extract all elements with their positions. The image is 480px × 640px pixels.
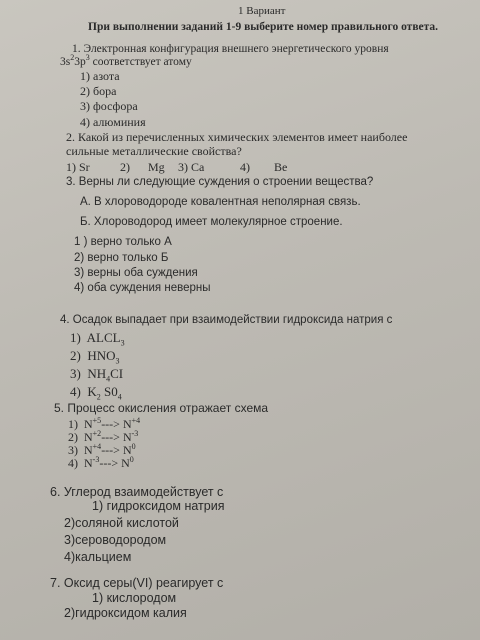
q5-option-1-left-charge: +5 [92, 416, 102, 425]
q3-option-1: 1 ) верно только А [74, 236, 172, 248]
q4-option-3 [70, 366, 124, 384]
q3-question: 3. Верны ли следующие суждения о строении вещества? [66, 176, 374, 188]
q2-options-row [66, 160, 366, 174]
q4-option-3-num: 3) [70, 366, 81, 381]
q5-option-2-right: N [122, 430, 132, 444]
q5-option-3-left-charge: +4 [92, 442, 102, 451]
q5-question: 5. Процесс окисления отражает схема [54, 401, 269, 415]
q4-option-1-num: 1) [70, 330, 81, 345]
q5-option-3-num: 3) [68, 443, 78, 457]
q5-option-1-arrow: ---> [101, 417, 120, 431]
q5-option-4-left: N [84, 456, 93, 470]
q4-option-4 [70, 384, 122, 402]
q5-option-3-arrow: ---> [101, 443, 120, 457]
q4-option-4-sub2: 4 [117, 392, 122, 402]
q1-option-3: 3) фосфора [80, 99, 138, 113]
q1-text-line1: 1. Электронная конфигурация внешнего энергетического уровня [72, 43, 389, 55]
q2-text-line2: сильные металлические свойства? [66, 144, 242, 158]
q2-option-2-num: 2) [120, 160, 130, 174]
q5-option-4-num: 4) [68, 456, 78, 470]
q5-option-2-right-charge: -3 [131, 429, 139, 438]
q4-option-4-formula: K [87, 384, 97, 399]
q1-config-3s: 3s [60, 56, 71, 68]
q7-question: 7. Оксид серы(VI) реагирует с [50, 576, 224, 590]
q3-option-3: 3) верны оба суждения [74, 267, 198, 279]
q7-option-2: 2)гидроксидом калия [64, 606, 187, 620]
q4-option-4-formula-end: S0 [100, 384, 118, 399]
q5-option-2 [68, 430, 138, 444]
q4-option-2 [70, 348, 120, 366]
q4-option-1 [70, 330, 125, 348]
q5-option-1-num: 1) [68, 417, 78, 431]
q3-option-2: 2) верно только Б [74, 252, 169, 264]
q4-option-2-sub: 3 [115, 356, 120, 366]
q6-option-3: 3)сероводородом [64, 533, 167, 547]
q2-option-1: 1) Sr [66, 160, 90, 174]
q4-option-1-formula: ALCL [86, 330, 121, 345]
q4-question: 4. Осадок выпадает при взаимодействии гидроксида натрия с [60, 314, 393, 326]
q1-text-line2 [60, 55, 192, 69]
q7-option-1: 1) кислородом [92, 591, 177, 605]
q6-option-1: 1) гидроксидом натрия [92, 499, 225, 513]
q5-option-4-right: N [121, 456, 130, 470]
q5-option-3-left: N [84, 443, 93, 457]
q5-option-2-arrow: ---> [101, 430, 120, 444]
q5-option-1 [68, 417, 140, 431]
q1-option-1: 1) азота [80, 69, 120, 83]
q6-question: 6. Углерод взаимодействует с [50, 485, 224, 499]
q5-option-2-left-charge: +2 [92, 429, 102, 438]
q2-option-3: 3) Ca [178, 160, 205, 174]
q4-option-3-sub: 4 [106, 374, 111, 384]
q5-option-4-arrow: ---> [99, 456, 119, 470]
q1-line2-rest: соответствует атому [89, 56, 192, 68]
q1-config-sup1: 2 [70, 53, 75, 63]
q2-text-line1: 2. Какой из перечисленных химических элементов имеет наиболее [66, 130, 408, 144]
q4-option-4-sub: 2 [96, 392, 101, 402]
q2-option-4-value: Be [274, 160, 288, 174]
instruction-heading: При выполнении заданий 1-9 выберите номер правильного ответа. [88, 21, 439, 33]
q5-option-3-right: N [122, 443, 132, 457]
q4-option-3-formula-end: CI [110, 366, 124, 381]
q1-config-sup2: 3 [85, 53, 90, 63]
q4-option-2-formula: HNO [87, 348, 116, 363]
q1-config-3p: 3p [74, 56, 86, 68]
q5-option-3 [68, 443, 136, 457]
q4-option-3-formula: NH [87, 366, 107, 381]
q2-option-2-value: Mg [148, 160, 165, 174]
q3-option-4: 4) оба суждения неверны [74, 282, 211, 294]
q3-statement-a: А. В хлороводороде ковалентная неполярная связь. [80, 196, 361, 208]
q1-option-2: 2) бора [80, 84, 117, 98]
q3-statement-b: Б. Хлороводород имеет молекулярное строение. [80, 216, 343, 228]
q5-option-2-num: 2) [68, 430, 78, 444]
q5-option-4-left-charge: -3 [92, 455, 100, 464]
q5-option-4-right-charge: 0 [129, 455, 134, 464]
q5-option-1-right-charge: +4 [131, 416, 141, 425]
q4-option-1-sub: 3 [120, 338, 125, 348]
q4-option-4-num: 4) [70, 384, 81, 399]
q6-option-4: 4)кальцием [64, 550, 132, 564]
variant-label: 1 Вариант [238, 5, 286, 17]
q5-option-3-right-charge: 0 [131, 442, 136, 451]
q5-option-1-right: N [122, 417, 132, 431]
q2-option-4-num: 4) [240, 160, 250, 174]
q4-option-2-num: 2) [70, 348, 81, 363]
q6-option-2: 2)соляной кислотой [64, 516, 179, 530]
q1-option-4: 4) алюминия [80, 115, 146, 129]
q5-option-2-left: N [84, 430, 93, 444]
q5-option-4 [68, 456, 134, 470]
q5-option-1-left: N [84, 417, 93, 431]
